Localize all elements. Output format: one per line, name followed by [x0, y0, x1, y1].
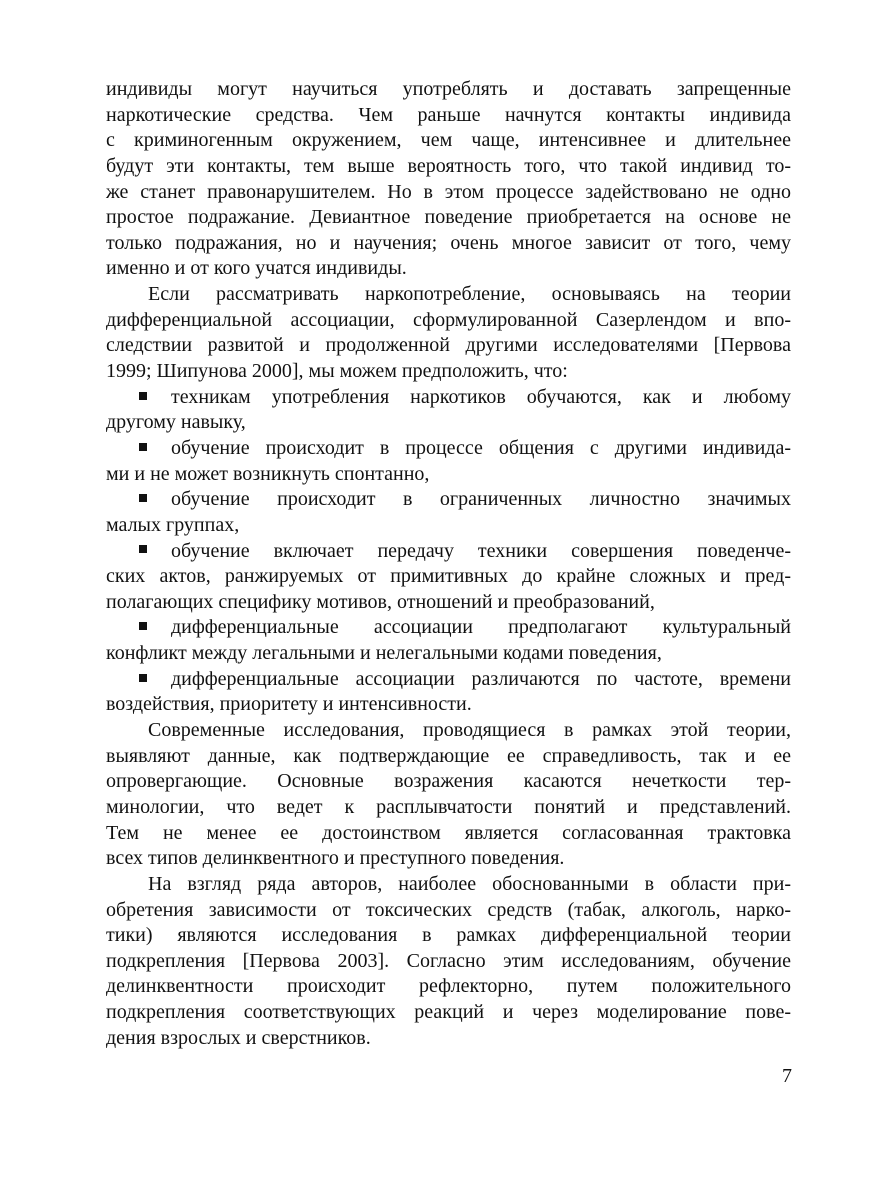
text-line: выявляют данные, как подтверждающие ее справедливость, так и ее [106, 744, 791, 767]
text-line: дифференциальной ассоциации, сформулированной Сазерлендом и впо- [106, 308, 791, 331]
text-line: подкрепления [Первова 2003]. Согласно этим исследованиям, обучение [106, 949, 791, 972]
square-bullet-icon [139, 443, 147, 451]
text-line: ми и не может возникнуть спонтанно, [106, 462, 430, 485]
bullet-line [106, 539, 791, 565]
text-line: делинквентности происходит рефлекторно, путем положительного [106, 975, 791, 998]
text-line: тики) являются исследования в рамках дифференциальной теории [106, 924, 791, 947]
page-number: 7 [782, 1065, 792, 1087]
paragraph [106, 282, 791, 385]
text-line: обучение включает передачу техники совершения поведенче- [171, 539, 791, 562]
text-line: техникам употребления наркотиков обучаются, как и любому [171, 385, 791, 408]
text-line: только подражания, но и научения; очень многое зависит от того, чему [106, 231, 791, 254]
text-line: дифференциальные ассоциации различаются по частоте, времени [171, 667, 791, 690]
bullet-item [106, 487, 791, 538]
paragraph [106, 872, 791, 1051]
text-line: Современные исследования, проводящиеся в рамках этой теории, [148, 719, 791, 742]
text-line: всех типов делинквентного и преступного поведения. [106, 847, 565, 870]
text-line: полагающих специфику мотивов, отношений и преобразований, [106, 590, 655, 613]
text-line: минологии, что ведет к расплывчатости понятий и представлений. [106, 795, 791, 818]
text-line: Тем не менее ее достоинством является согласованная трактовка [106, 821, 791, 844]
square-bullet-icon [139, 494, 147, 502]
text-line: дифференциальные ассоциации предполагают культуральный [171, 616, 791, 639]
square-bullet-icon [139, 674, 147, 682]
text-line: опровергающие. Основные возражения касаются нечеткости тер- [106, 770, 791, 793]
text-line: конфликт между легальными и нелегальными кодами поведения, [106, 642, 662, 665]
text-line: обучение происходит в процессе общения с другими индивида- [171, 436, 791, 459]
text-line: обретения зависимости от токсических средств (табак, алкоголь, нарко- [106, 898, 791, 921]
square-bullet-icon [139, 545, 147, 553]
bullet-line [106, 615, 791, 641]
page-body [106, 77, 791, 1051]
bullet-line [106, 487, 791, 513]
text-line: подкрепления соответствующих реакций и через моделирование пове- [106, 1001, 791, 1024]
bullet-item [106, 615, 791, 666]
text-line: же станет правонарушителем. Но в этом процессе задействовано не одно [106, 180, 791, 203]
text-line: следствии развитой и продолженной другими исследователями [Первова [106, 334, 791, 357]
paragraph [106, 77, 791, 282]
text-line: именно и от кого учатся индивиды. [106, 257, 407, 280]
text-line: 1999; Шипунова 2000], мы можем предположить, что: [106, 360, 568, 383]
text-line: наркотические средства. Чем раньше начнутся контакты индивида [106, 103, 791, 126]
bullet-item [106, 385, 791, 436]
text-line: будут эти контакты, тем выше вероятность того, что такой индивид то- [106, 154, 791, 177]
text-line: обучение происходит в ограниченных личностно значимых [171, 488, 791, 511]
bullet-line [106, 385, 791, 411]
text-line: простое подражание. Девиантное поведение приобретается на основе не [106, 206, 791, 229]
bullet-line [106, 667, 791, 693]
paragraph [106, 718, 791, 872]
bullet-item [106, 539, 791, 616]
text-line: ских актов, ранжируемых от примитивных до крайне сложных и пред- [106, 565, 791, 588]
text-line: с криминогенным окружением, чем чаще, интенсивнее и длительнее [106, 129, 791, 152]
square-bullet-icon [139, 392, 147, 400]
bullet-item [106, 667, 791, 718]
text-line: Если рассматривать наркопотребление, основываясь на теории [148, 283, 791, 306]
text-line: индивиды могут научиться употреблять и доставать запрещенные [106, 78, 791, 100]
text-line: воздействия, приоритету и интенсивности. [106, 693, 472, 716]
text-line: дения взрослых и сверстников. [106, 1026, 371, 1049]
bullet-item [106, 436, 791, 487]
text-line: На взгляд ряда авторов, наиболее обоснованными в области при- [148, 872, 791, 895]
text-line: малых группах, [106, 513, 240, 536]
bullet-line [106, 436, 791, 462]
square-bullet-icon [139, 622, 147, 630]
text-line: другому навыку, [106, 411, 246, 434]
